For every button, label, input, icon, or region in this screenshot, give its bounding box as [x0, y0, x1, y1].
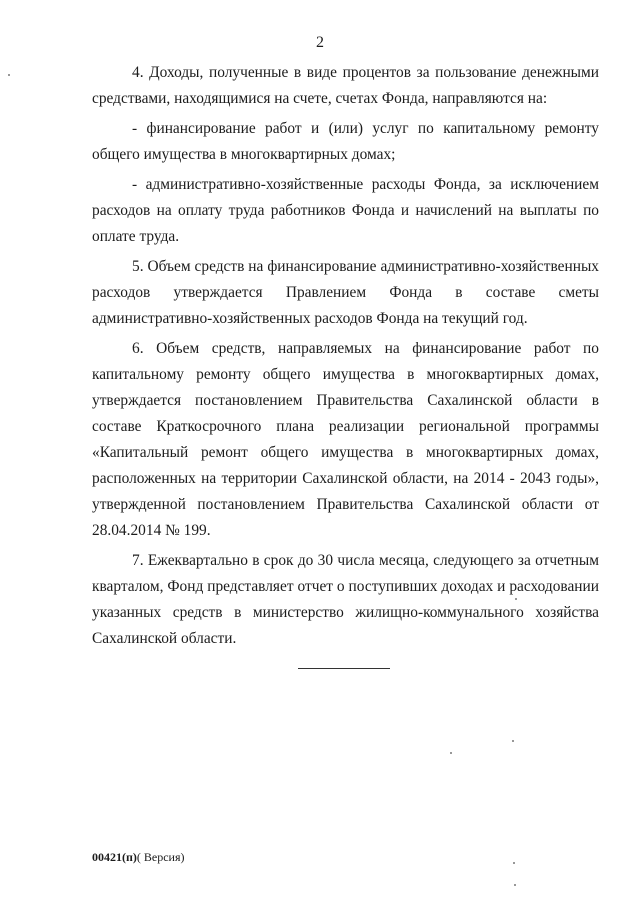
document-body [92, 60, 599, 656]
footer-version: ( Версия) [136, 850, 185, 864]
paragraph-4: 4. Доходы, полученные в виде процентов за пользование денежными средствами, находящимися на счете, счетах Фонда, направляются на: [92, 64, 599, 107]
paragraph-6: 6. Объем средств, направляемых на финансирование работ по капитальному ремонту общего имущества в многоквартирных домах, утверждается постановлением Правительства Сахалинской области в составе Краткосрочного плана реализации региональной программы «Капитальный ремонт общего имущества в многоквартирных домах, расположенных на территории Сахалинской области, на 2014 - 2043 годы», утвержденной постановлением Правительства Сахалинской области от 28.04.2014 № 199. [92, 340, 599, 539]
footer-document-code [92, 850, 185, 865]
scan-speck [514, 884, 516, 886]
list-item-admin-expenses: - административно-хозяйственные расходы Фонда, за исключением расходов на оплату труда работников Фонда и начислений на выплаты по оплате труда. [92, 176, 599, 245]
paragraph-7: 7. Ежеквартально в срок до 30 числа месяца, следующего за отчетным кварталом, Фонд представляет отчет о поступивших доходах и расходовании указанных средств в министерство жилищно-коммунального хозяйства Сахалинской области. [92, 552, 599, 647]
scan-speck [450, 752, 452, 754]
list-item-repair-financing: - финансирование работ и (или) услуг по капитальному ремонту общего имущества в многоквартирных домах; [92, 120, 599, 163]
scan-speck [512, 740, 514, 742]
scan-speck [513, 862, 515, 864]
paragraph-5: 5. Объем средств на финансирование административно-хозяйственных расходов утверждается Правлением Фонда в составе сметы административно-хозяйственных расходов Фонда на текущий год. [92, 258, 599, 327]
scan-speck [515, 598, 517, 600]
page-number: 2 [316, 34, 324, 51]
end-separator-line [298, 668, 390, 669]
footer-code: 00421(п) [92, 850, 137, 864]
scan-speck [8, 74, 10, 76]
